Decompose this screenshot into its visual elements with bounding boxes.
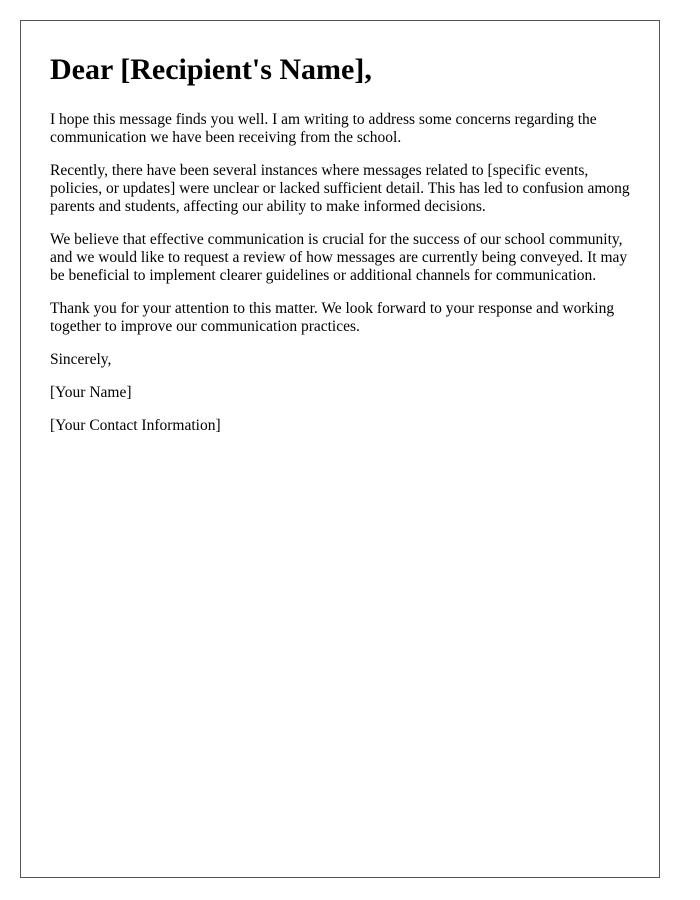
letter-salutation: Dear [Recipient's Name], — [50, 53, 372, 86]
letter-paragraph-3: We believe that effective communication is crucial for the success of our school community, and we would like to request a review of how messages are currently being conveyed. It may be beneficial to implement clearer guidelines or additional channels for communication. — [50, 231, 628, 284]
sender-name: [Your Name] — [50, 384, 132, 401]
letter-paragraph-4: Thank you for your attention to this matter. We look forward to your response and working together to improve our communication practices. — [50, 300, 615, 335]
sender-contact: [Your Contact Information] — [50, 417, 221, 434]
letter-paragraph-2: Recently, there have been several instances where messages related to [specific events, policies, or updates] were unclear or lacked sufficient detail. This has led to confusion among parents and students, affecting our ability to make informed decisions. — [50, 162, 630, 215]
letter-page — [20, 20, 660, 878]
letter-paragraph-1: I hope this message finds you well. I am writing to address some concerns regarding the communication we have been receiving from the school. — [50, 111, 597, 146]
letter-closing: Sincerely, — [50, 351, 112, 368]
letter-content — [50, 51, 640, 450]
